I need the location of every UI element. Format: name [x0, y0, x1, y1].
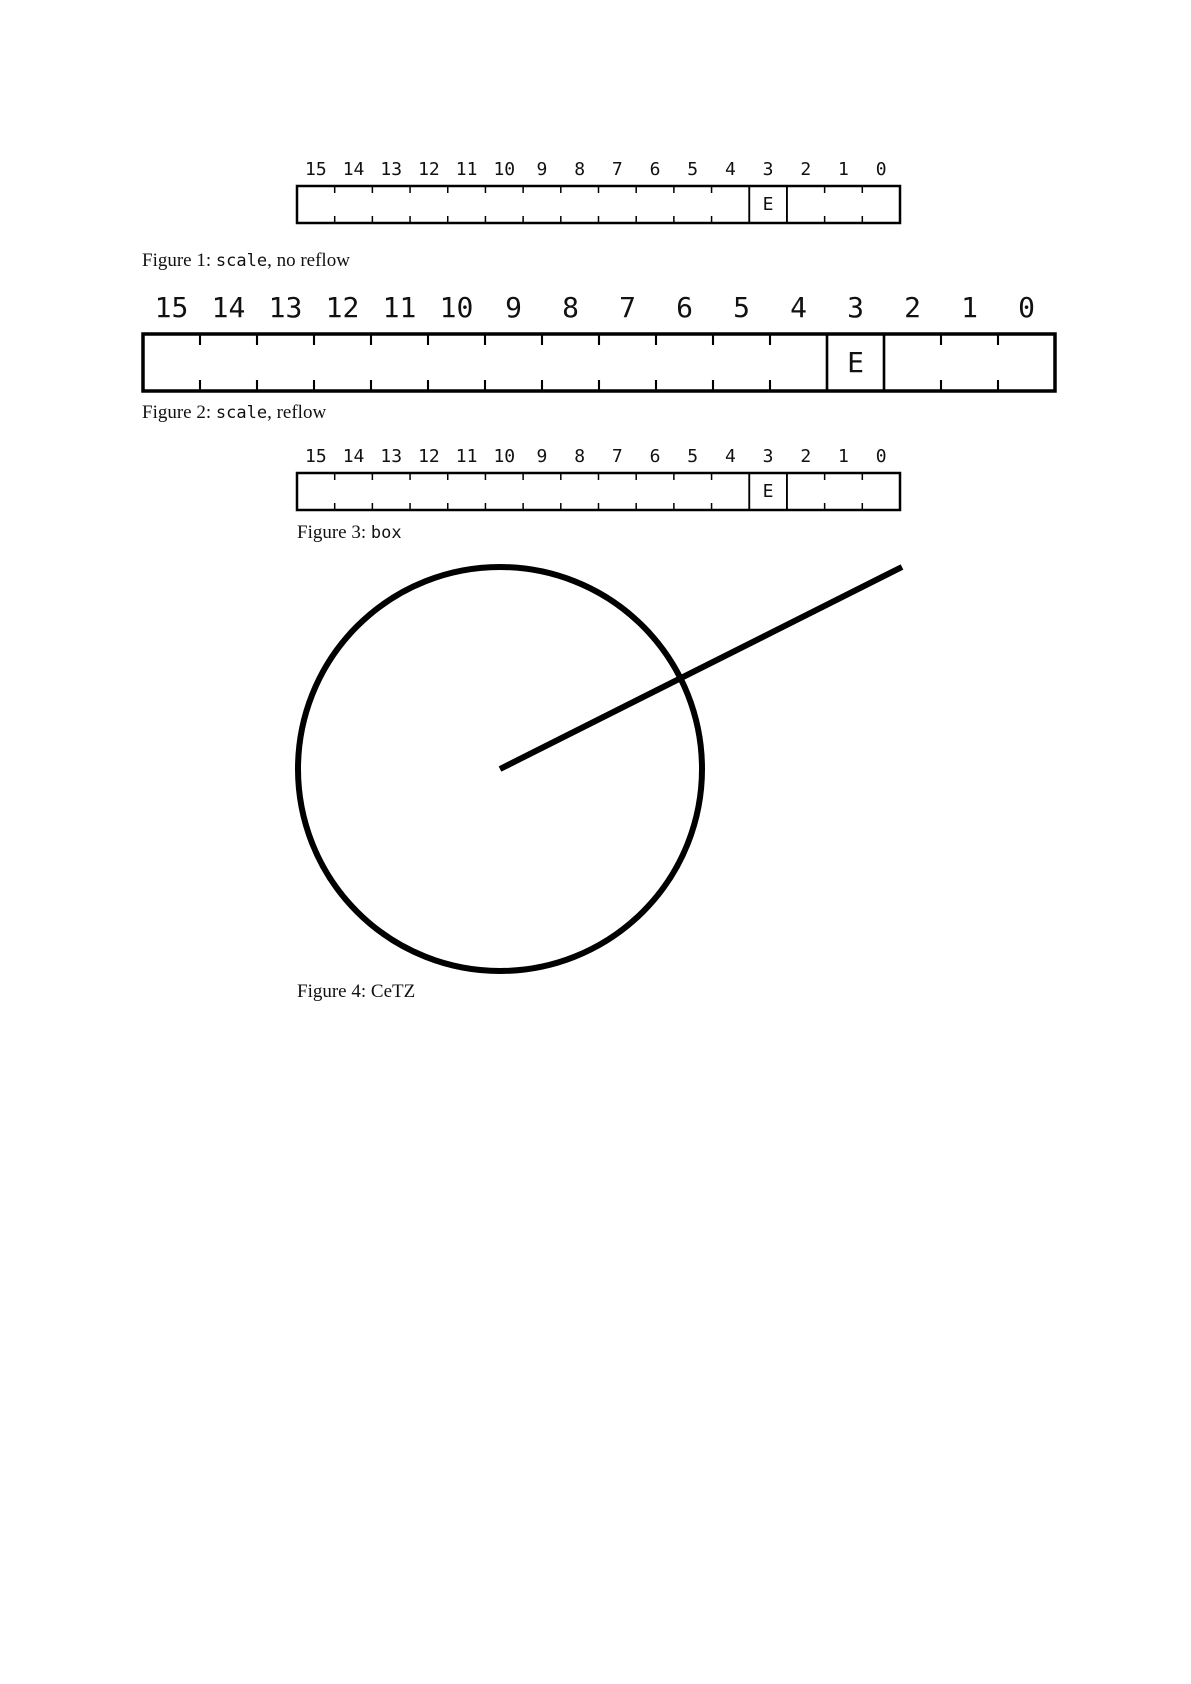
figure-1-caption [142, 250, 350, 272]
bit-number-label: 4 [790, 291, 807, 324]
bit-number-label: 4 [724, 446, 736, 467]
bit-number-label: 11 [455, 446, 478, 467]
figure-1-label: Figure 1: [142, 250, 216, 271]
bit-number-label: 13 [380, 159, 403, 180]
field-name-label: E [847, 346, 864, 379]
bit-number-label: 6 [676, 291, 693, 324]
bit-number-label: 8 [574, 159, 586, 180]
bit-number-label: 11 [382, 291, 417, 324]
register-diagram-scale-no-reflow [297, 159, 900, 223]
field-name-label: E [762, 481, 774, 502]
bit-number-label: 5 [733, 291, 750, 324]
figure-2-code: scale [215, 403, 268, 423]
bit-number-label: 0 [875, 159, 887, 180]
figure-3-code: box [370, 523, 402, 543]
bit-number-label: 3 [762, 446, 774, 467]
figure-1-suffix: , no reflow [267, 250, 350, 271]
bit-number-label: 14 [211, 291, 246, 324]
bit-number-label: 7 [611, 446, 623, 467]
bit-number-label: 12 [418, 159, 440, 180]
bit-number-label: 3 [762, 159, 774, 180]
bit-number-label: 13 [380, 446, 403, 467]
bit-number-label: 0 [875, 446, 887, 467]
bit-number-label: 9 [536, 446, 548, 467]
bit-number-label: 9 [505, 291, 522, 324]
bit-number-label: 5 [687, 159, 699, 180]
bit-number-label: 2 [904, 291, 921, 324]
bit-number-label: 7 [619, 291, 636, 324]
cetz-drawing [298, 567, 902, 971]
bit-number-label: 15 [154, 291, 189, 324]
bit-number-label: 6 [649, 446, 661, 467]
bit-number-label: 12 [418, 446, 440, 467]
bit-number-label: 9 [536, 159, 548, 180]
bit-number-label: 15 [305, 159, 327, 180]
figure-2-suffix: , reflow [267, 402, 327, 423]
bit-number-label: 15 [305, 446, 327, 467]
bit-number-label: 10 [493, 446, 516, 467]
bit-number-label: 12 [325, 291, 360, 324]
bit-number-label: 10 [493, 159, 516, 180]
register-diagram-box [297, 446, 900, 510]
bit-number-label: 1 [961, 291, 978, 324]
bit-number-label: 8 [562, 291, 579, 324]
bit-number-label: 7 [611, 159, 623, 180]
bit-number-label: 1 [838, 446, 849, 467]
bit-number-label: 13 [268, 291, 303, 324]
bit-number-label: 14 [342, 446, 365, 467]
bit-number-label: 2 [800, 159, 812, 180]
bit-number-label: 1 [838, 159, 849, 180]
bit-number-label: 0 [1018, 291, 1035, 324]
register-diagram-scale-reflow [143, 291, 1055, 391]
figure-2-caption [142, 402, 326, 424]
figure-4-label: Figure 4: [297, 981, 371, 1002]
bit-number-label: 2 [800, 446, 812, 467]
figure-1-code: scale [215, 251, 268, 271]
figure-4-caption [297, 981, 415, 1003]
bit-number-label: 4 [724, 159, 736, 180]
figure-4-suffix: CeTZ [370, 981, 416, 1002]
bit-number-label: 14 [342, 159, 365, 180]
bit-number-label: 3 [847, 291, 864, 324]
figure-3-label: Figure 3: [297, 522, 371, 543]
figure-2-label: Figure 2: [142, 402, 216, 423]
bit-number-label: 8 [574, 446, 586, 467]
bit-number-label: 11 [455, 159, 478, 180]
figure-3-caption [297, 522, 402, 544]
bit-number-label: 5 [687, 446, 699, 467]
bit-number-label: 10 [439, 291, 474, 324]
bit-number-label: 6 [649, 159, 661, 180]
field-name-label: E [762, 194, 774, 215]
